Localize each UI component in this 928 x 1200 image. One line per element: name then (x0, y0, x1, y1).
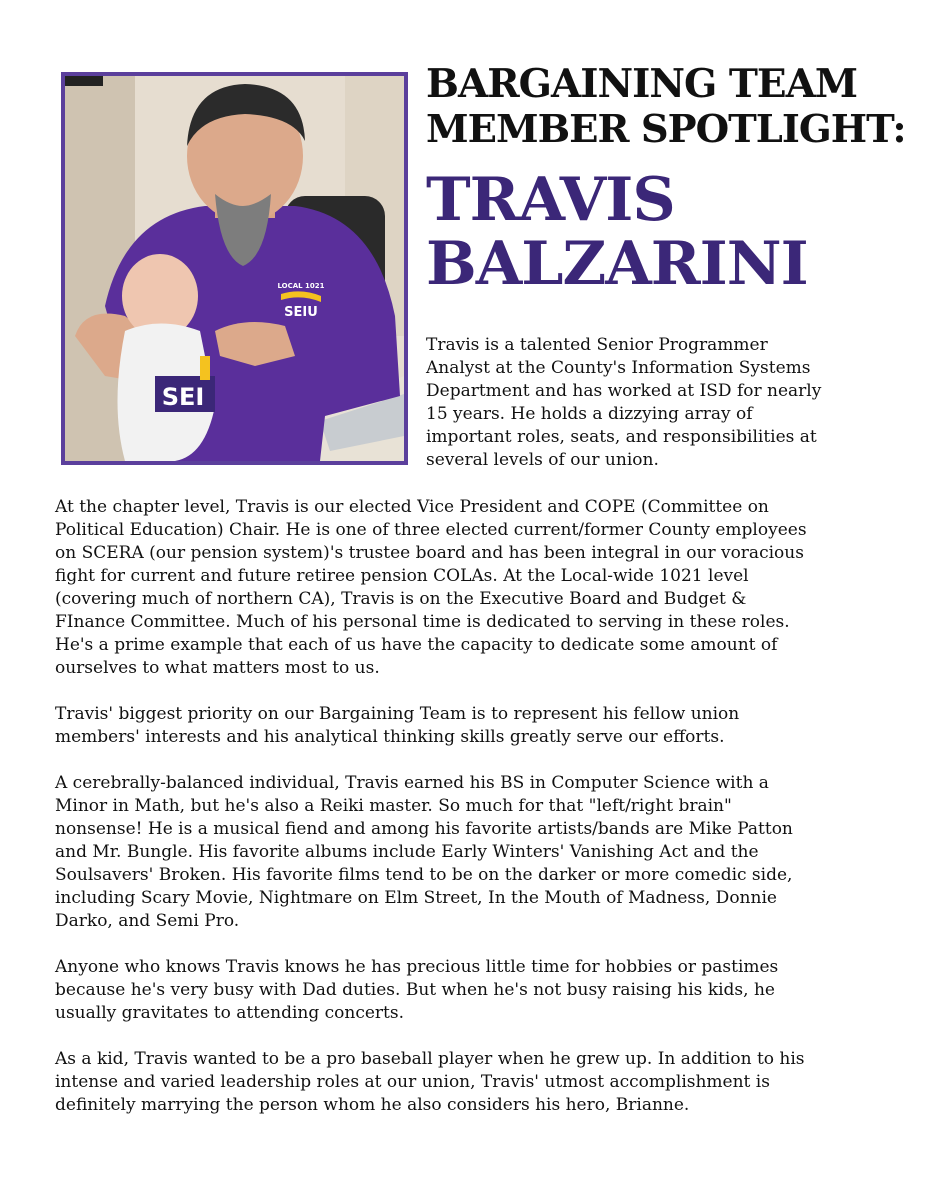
paragraph-line: (covering much of northern CA), Travis is on the Executive Board and Budget & (55, 589, 747, 609)
paragraph-line: He's a prime example that each of us have the capacity to dedicate some amount of (55, 635, 778, 655)
intro-line: Department and has worked at ISD for nearly (426, 381, 822, 401)
paragraph-line: Political Education) Chair. He is one of three elected current/former County employees (55, 520, 807, 540)
spotlight-heading (426, 62, 906, 152)
paragraph-line: because he's very busy with Dad duties. But when he's not busy raising his kids, he (55, 980, 775, 1000)
paragraph-line: and Mr. Bungle. His favorite albums include Early Winters' Vanishing Act and the (55, 842, 759, 862)
photo-illustration (65, 76, 404, 461)
heading-line-2: MEMBER SPOTLIGHT: (426, 107, 906, 152)
intro-line: Analyst at the County's Information Systems (426, 358, 811, 378)
spotlight-photo (61, 72, 408, 465)
member-last-name: BALZARINI (426, 229, 808, 299)
paragraph-line: nonsense! He is a musical fiend and among his favorite artists/bands are Mike Patton (55, 819, 793, 839)
paragraph-line: members' interests and his analytical thinking skills greatly serve our efforts. (55, 727, 725, 747)
paragraph-priority (55, 703, 895, 749)
intro-line: 15 years. He holds a dizzying array of (426, 404, 753, 424)
paragraph-line: At the chapter level, Travis is our elected Vice President and COPE (Committee on (55, 497, 769, 517)
svg-text:LOCAL 1021: LOCAL 1021 (277, 282, 325, 290)
paragraph-childhood (55, 1048, 895, 1117)
paragraph-line: usually gravitates to attending concerts. (55, 1003, 405, 1023)
shirt-logo (277, 272, 325, 320)
intro-line: Travis is a talented Senior Programmer (426, 335, 768, 355)
paragraph-line: Darko, and Semi Pro. (55, 911, 240, 931)
paragraph-line: including Scary Movie, Nightmare on Elm Street, In the Mouth of Madness, Donnie (55, 888, 777, 908)
article-body (55, 496, 895, 1140)
member-first-name: TRAVIS (426, 165, 675, 235)
paragraph-line: intense and varied leadership roles at our union, Travis' utmost accomplishment is (55, 1072, 770, 1092)
paragraph-line: As a kid, Travis wanted to be a pro baseball player when he grew up. In addition to his (55, 1049, 805, 1069)
paragraph-line: ourselves to what matters most to us. (55, 658, 380, 678)
paragraph-hobbies (55, 956, 895, 1025)
member-name (426, 165, 906, 299)
svg-text:SEI: SEI (161, 383, 205, 411)
paragraph-chapter-roles (55, 496, 895, 680)
heading-line-1: BARGAINING TEAM (426, 61, 858, 107)
paragraph-personal (55, 772, 895, 933)
paragraph-line: Anyone who knows Travis knows he has precious little time for hobbies or pastimes (55, 957, 779, 977)
paragraph-line: A cerebrally-balanced individual, Travis earned his BS in Computer Science with a (55, 773, 769, 793)
intro-line: several levels of our union. (426, 450, 659, 470)
paragraph-line: fight for current and future retiree pension COLAs. At the Local-wide 1021 level (55, 566, 749, 586)
paragraph-line: definitely marrying the person whom he also considers his hero, Brianne. (55, 1095, 690, 1115)
paragraph-line: Minor in Math, but he's also a Reiki master. So much for that "left/right brain" (55, 796, 732, 816)
svg-text:SEIU: SEIU (284, 305, 318, 320)
intro-paragraph (426, 334, 886, 472)
paragraph-line: on SCERA (our pension system)'s trustee board and has been integral in our voracious (55, 543, 804, 563)
paragraph-line: Soulsavers' Broken. His favorite films tend to be on the darker or more comedic side, (55, 865, 793, 885)
intro-line: important roles, seats, and responsibilities at (426, 427, 817, 447)
paragraph-line: FInance Committee. Much of his personal time is dedicated to serving in these roles. (55, 612, 790, 632)
paragraph-line: Travis' biggest priority on our Bargaining Team is to represent his fellow union (55, 704, 740, 724)
